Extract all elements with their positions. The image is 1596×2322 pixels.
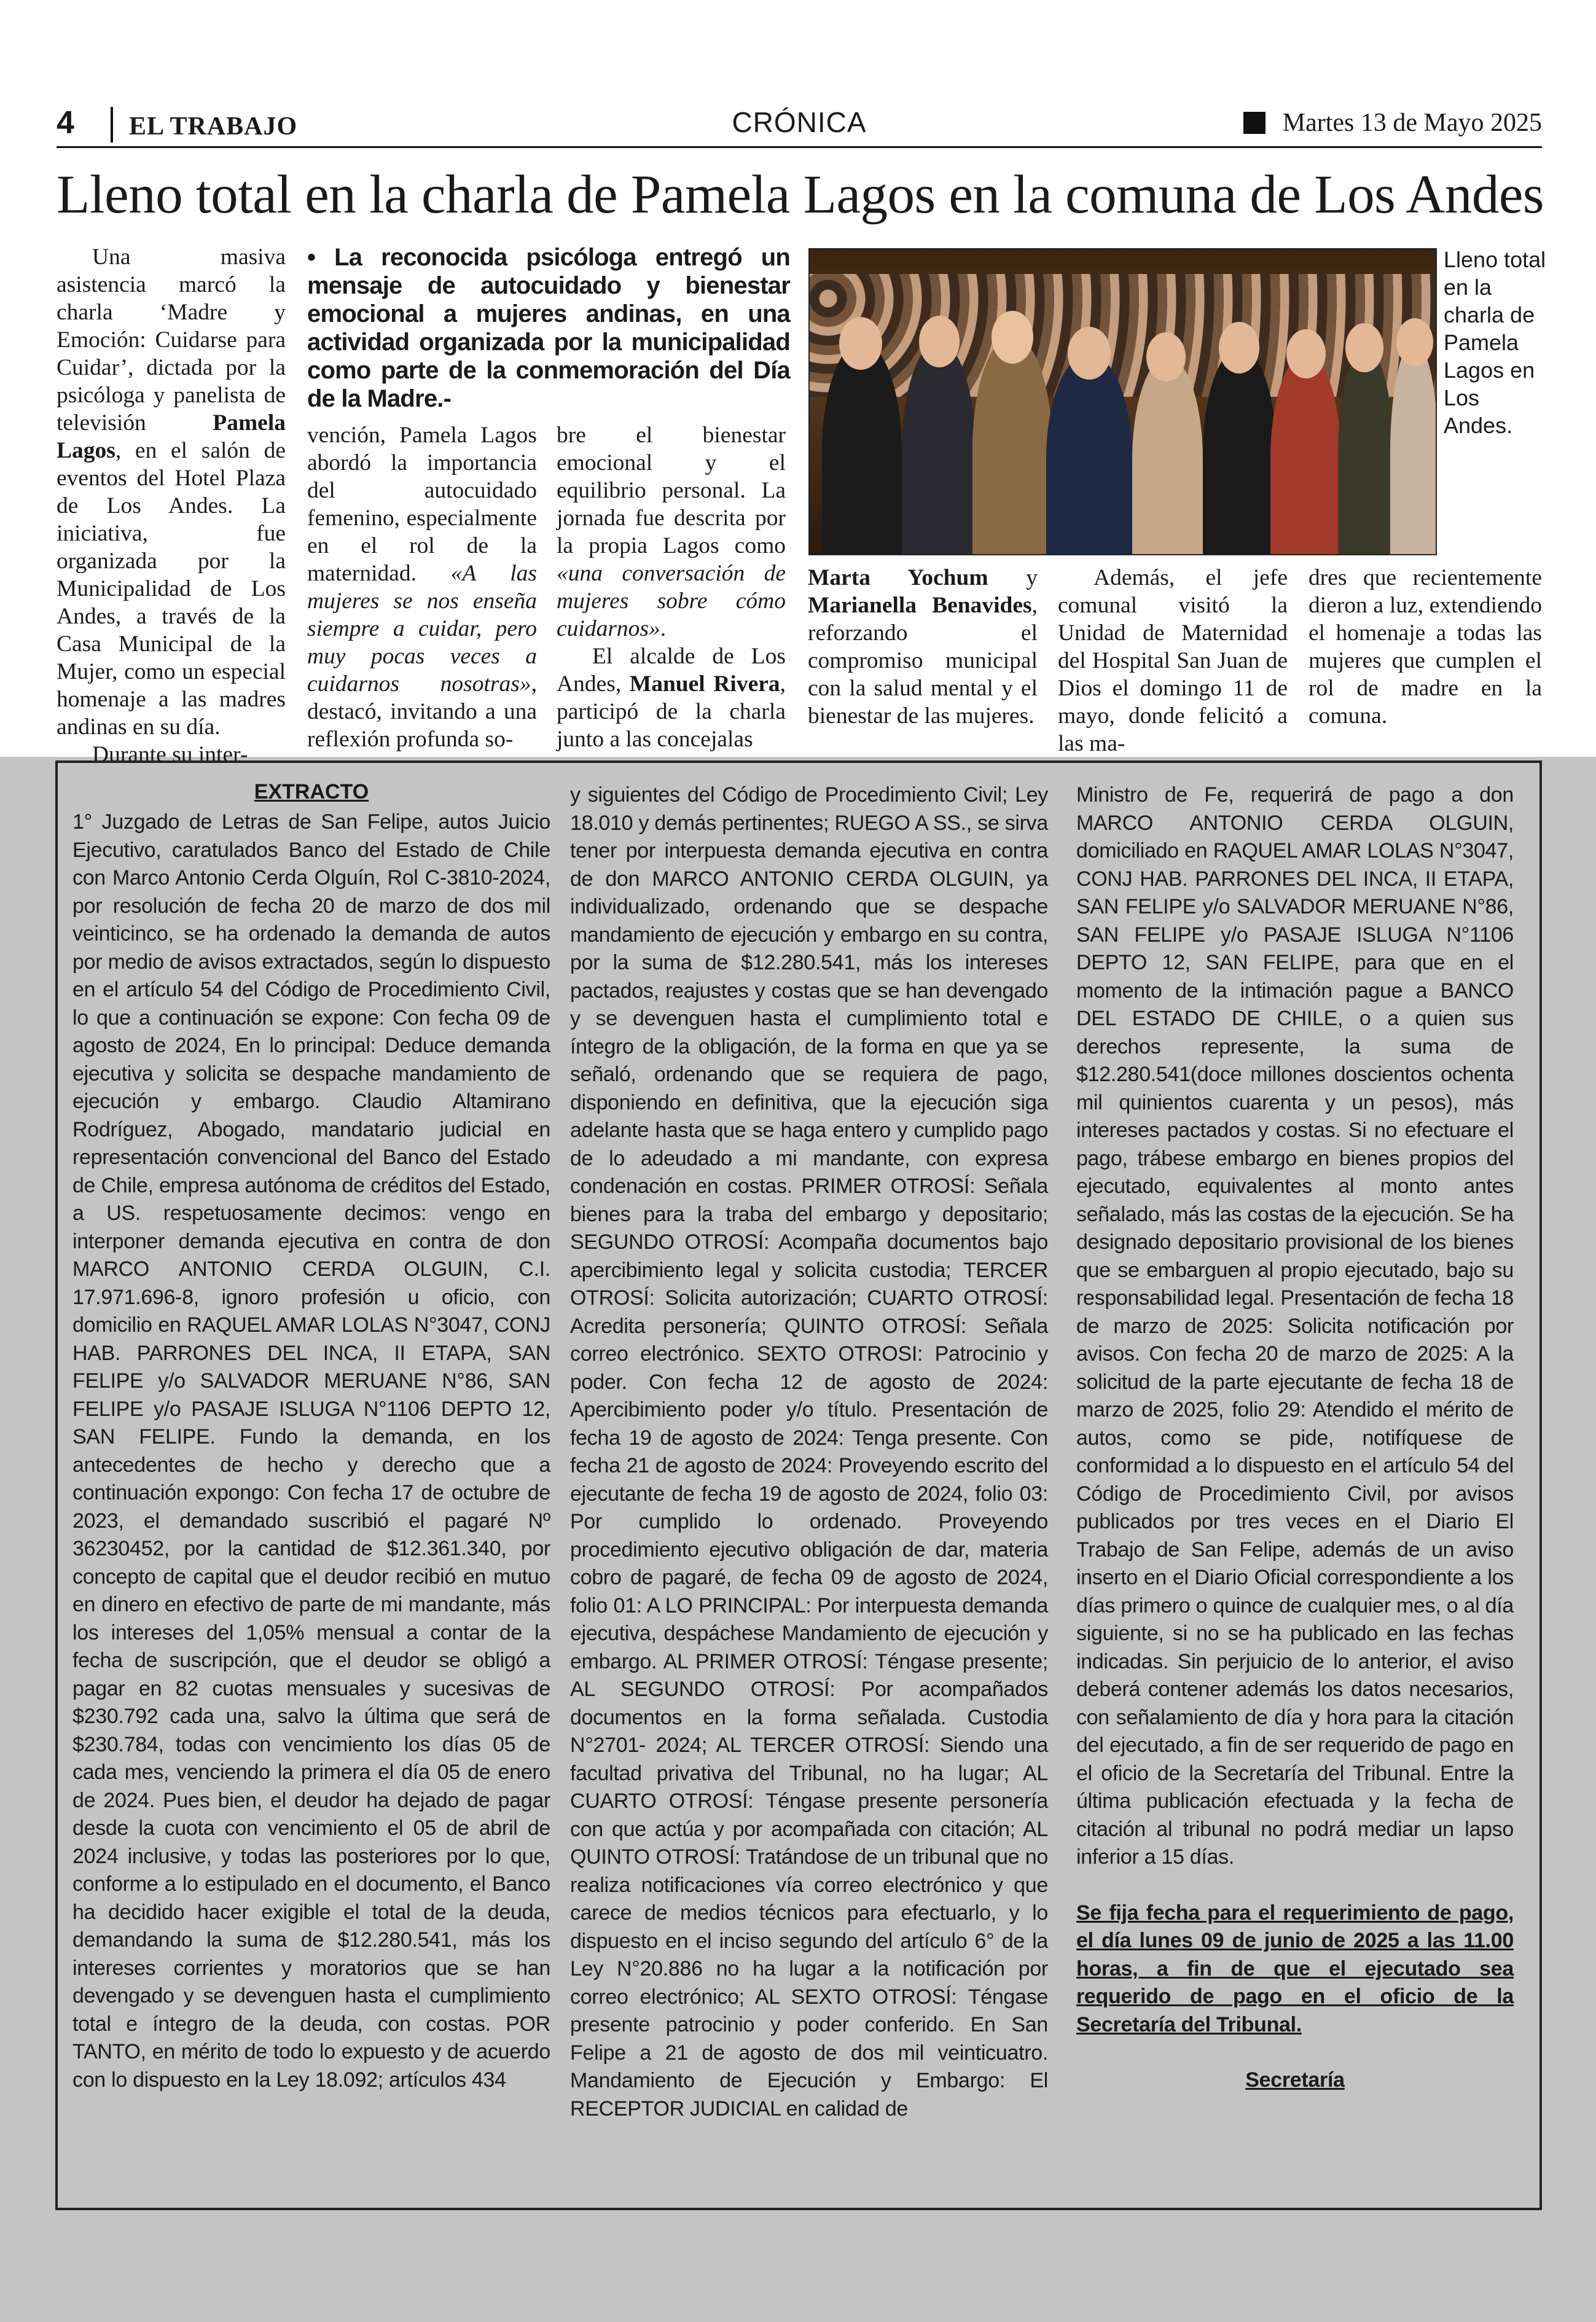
photo-figure — [1338, 348, 1393, 555]
photo-figure — [1203, 348, 1277, 555]
legal-text: Ministro de Fe, requerirá de pago a don MARCO ANTONIO CERDA OLGUIN, domiciliado en RAQUEL AMAR LOLAS N°3047, CONJ HAB. PARRONES DEL INCA, II ETAPA, SAN FELIPE y/o SALVADOR MERUANE N°86, SAN FELIPE y/o PASAJE ISLUGA N°1106 DEPTO 12, SAN FELIPE, para que en el momento de la intimación pague a BANCO DEL ESTADO DE CHILE, o a quien sus derechos represente, la suma de $12.280.541(doce millones doscientos ochenta mil quinientos cuarenta y un pesos), más intereses pactados y costas. Si no efectuare el pago, trábese embargo en bienes propios del ejecutado, equivalentes al monto antes señalado, más las costas de la ejecución. Se ha designado depositario provisional de los bienes que se embarguen al propio ejecutado, bajo su responsabilidad legal. Presentación de fecha 18 de marzo de 2025: Solicita notificación por avisos. Con fecha 20 de marzo de 2025: A la solicitud de la parte ejecutante de fecha 18 de marzo de 2025, folio 29: Atendido el mérito de autos, como se pide, notifíquese de conformidad a lo dispuesto en el artículo 54 del Código de Procedimiento Civil, por avisos publicados por tres veces en el Diario El Trabajo de San Felipe, además de un aviso inserto en el Diario Oficial correspondiente a los días primero o quince de cualquier mes, o al día siguiente, si no se ha publicado en las fechas indicadas. Sin perjuicio de lo anterior, el aviso deberá contener además los datos necesarios, con señalamiento de día y hora para la citación del ejecutado, a fin de ser requerido de pago en el oficio de la Secretaría del Tribunal. Entre la última publicación efectuada y la fecha de citación al tribunal no podrá mediar un lapso inferior a 15 días. — [1076, 783, 1514, 1869]
paragraph: Además, el jefe comunal visitó la Unidad de Maternidad del Hospital San Juan de Dios el domingo 11 de mayo, donde felicitó a las ma- — [1058, 565, 1288, 756]
legal-text: 1° Juzgado de Letras de San Felipe, autos Juicio Ejecutivo, caratulados Banco del Estado de Chile con Marco Antonio Cerda Olguín, Rol C-3810-2024, por resolución de fecha 20 de marzo de dos mil veinticinco, se ha ordenado la demanda de autos por medio de avisos extractados, según lo dispuesto en el artículo 54 del Código de Procedimiento Civil, lo que a continuación se expone: Con fecha 09 de agosto de 2024, En lo principal: Deduce demanda ejecutiva y solicita se despache mandamiento de ejecución y embargo. Claudio Altamirano Rodríguez, Abogado, mandatario judicial en representación convencional del Banco del Estado de Chile, empresa autónoma de créditos del Estado, a US. respetuosamente decimos: vengo en interponer demanda ejecutiva en contra de don MARCO ANTONIO CERDA OLGUIN, C.I. 17.971.696-8, ignoro profesión u oficio, con domicilio en RAQUEL AMAR LOLAS N°3047, CONJ HAB. PARRONES DEL INCA, II ETAPA, SAN FELIPE y/o SALVADOR MERUANE N°86, SAN FELIPE y/o PASAJE ISLUGA N°1106 DEPTO 12, SAN FELIPE. Fundo la demanda, en los antecedentes de hecho y derecho que a continuación expongo: Con fecha 17 de octubre de 2023, el demandado suscribió el pagaré Nº 36230452, por la cantidad de $12.361.340, por concepto de capital que el deudor recibió en mutuo en dinero en efectivo de parte de mi mandante, más los intereses del 1,05% mensual a contar de la fecha de suscripción, que el deudor se obligó a pagar en 82 cuotas mensuales y sucesivas de $230.792 cada una, salvo la última que será de $230.784, todas con vencimiento los días 05 de cada mes, venciendo la primera el día 05 de enero de 2024. Pues bien, el deudor ha dejado de pagar desde la cuota con vencimiento el 05 de abril de 2024 inclusive, y todas las posteriores por lo que, conforme a lo estipulado en el documento, el Banco ha decidido hacer exigible el total de la deuda, demandando la suma de $12.280.541, más los intereses corrientes y moratorios que se han devengado y se devenguen hasta el cumplimiento total e íntegro de la deuda, con costas. POR TANTO, en mérito de todo lo expuesto y de acuerdo con lo dispuesto en la Ley 18.092; artículos 434 — [72, 810, 550, 2092]
paper-name: EL TRABAJO — [129, 112, 298, 141]
person-name: Marianella Benavides — [808, 593, 1032, 618]
photo-face — [992, 311, 1033, 364]
person-name: Manuel Rivera — [629, 671, 780, 697]
photo-caption: Lleno total en la charla de Pamela Lagos en Los Andes. — [1444, 247, 1546, 438]
quote: «una conversación de mujeres sobre cómo cuidarnos» — [557, 561, 786, 641]
text: . — [660, 616, 667, 641]
section-name: CRÓNICA — [732, 106, 867, 138]
photo-figure — [822, 342, 902, 555]
photo-face — [1286, 329, 1326, 378]
photo-figure — [1132, 357, 1203, 555]
photo-face — [1396, 318, 1433, 366]
photo-figure — [902, 342, 976, 555]
hearing-date-note: Se fija fecha para el requerimiento de pago, el día lunes 09 de junio de 2025 a las 11.00 horas, a fin de que el ejecutado sea requerido de pago en el oficio de la Secretaría del Tribunal. — [1076, 1901, 1514, 2036]
article-column-1 — [57, 243, 286, 768]
legal-column-2 — [570, 781, 1048, 2123]
photo-face — [839, 317, 882, 370]
paragraph — [557, 643, 786, 753]
photo-figure — [1046, 354, 1132, 555]
photo-face — [1146, 332, 1186, 381]
photo-face — [1345, 323, 1383, 372]
person-name: Pamela Lagos — [57, 410, 286, 463]
photo-figure — [972, 335, 1052, 555]
paragraph — [557, 421, 786, 643]
issue-date: Martes 13 de Mayo 2025 — [1282, 109, 1542, 137]
photo-crowd — [810, 274, 1436, 397]
text: y — [988, 565, 1038, 590]
page-number: 4 — [57, 105, 74, 141]
paragraph — [57, 243, 286, 741]
article-column-6 — [1308, 564, 1542, 730]
legal-notice-title: EXTRACTO — [254, 780, 369, 803]
legal-column-3 — [1076, 781, 1514, 2095]
text: , en el salón de eventos del Hotel Plaza de Los Andes. La iniciativa, fue organizada por la Municipalidad de Los Andes, a través de la Casa Municipal de la Mujer, como un especial homenaje a las madres andinas en su día. — [57, 438, 286, 740]
event-photo — [808, 248, 1437, 555]
square-bullet-icon — [1243, 112, 1265, 134]
text: Una masiva asistencia marcó la charla ‘Madre y Emoción: Cuidarse para Cuidar’, dictada por la psicóloga y panelista de televisión — [57, 244, 286, 436]
quote: «A las mujeres se nos enseña siempre a cuidar, pero muy pocas veces a cuidarnos nosotras» — [307, 561, 537, 697]
photo-face — [1219, 322, 1259, 373]
text: , reforzando el compromiso municipal con la salud mental y el bienestar de las mujeres. — [808, 593, 1038, 729]
lede: • La reconocida psicóloga entregó un mensaje de autocuidado y bienestar emocional a mujeres andinas, en una actividad organizada por la municipalidad como parte de la conmemoración del Día de la Madre.- — [307, 244, 790, 412]
paragraph — [808, 564, 1038, 730]
article-column-3 — [557, 421, 786, 753]
text: bre el bienestar emocional y el equilibrio personal. La jornada fue descrita por la propia Lagos como — [557, 423, 786, 558]
photo-face — [919, 316, 960, 367]
paragraph — [307, 421, 537, 753]
article-column-2 — [307, 421, 537, 753]
text: vención, Pamela Lagos abordó la importancia del autocuidado femenino, especialmente en el rol de la maternidad. — [307, 423, 537, 586]
photo-figure — [1270, 354, 1341, 555]
headline: Lleno total en la charla de Pamela Lagos en la comuna de Los Andes — [57, 165, 1544, 225]
article-column-5 — [1058, 564, 1288, 757]
legal-text: y siguientes del Código de Procedimiento Civil; Ley 18.010 y demás pertinentes; RUEGO A SS., se sirva tener por interpuesta demanda ejecutiva en contra de don MARCO ANTONIO CERDA OLGUIN, ya individualizado, ordenando que se despache mandamiento de ejecución y embargo en su contra, por la suma de $12.280.541, más los intereses pactados, reajustes y costas que se han devengado y se devenguen hasta el cumplimiento total e íntegro de la obligación, de la forma en que ya se señaló, ordenando que se requiera de pago, disponiendo en definitiva, que la ejecución siga adelante hasta que se haga entero y cumplido pago de lo adeudado a mi mandante, con expresa condenación en costas. PRIMER OTROSÍ: Señala bienes para la traba del embargo y depositario; SEGUNDO OTROSÍ: Acompaña documentos bajo apercibimiento legal y solicita custodia; TERCER OTROSÍ: Solicita autorización; CUARTO OTROSÍ: Acredita personería; QUINTO OTROSÍ: Señala correo electrónico. SEXTO OTROSI: Patrocinio y poder. Con fecha 12 de agosto de 2024: Apercibimiento poder y/o título. Presentación de fecha 19 de agosto de 2024: Tenga presente. Con fecha 21 de agosto de 2024: Proveyendo escrito del ejecutante de fecha 19 de agosto de 2024, folio 03: Por cumplido lo ordenado. Proveyendo procedimiento ejecutivo obligación de dar, materia cobro de pagaré, de fecha 09 de agosto de 2024, folio 01: A LO PRINCIPAL: Por interpuesta demanda ejecutiva, despáchese Mandamiento de ejecución y embargo. AL PRIMER OTROSÍ: Téngase presente; AL SEGUNDO OTROSÍ: Por acompañados documentos en la forma señalada. Custodia N°2701- 2024; AL TERCER OTROSÍ: Siendo una facultad privativa del Tribunal, no ha lugar; AL CUARTO OTROSÍ: Téngase presente personería con que actúa y por acompañada con citación; AL QUINTO OTROSÍ: Tratándose de un tribunal que no realiza notificaciones vía correo electrónico y que carece de medios técnicos para efectuarlo, y lo dispuesto en el inciso segundo del artículo 6° de la Ley N°20.886 no ha lugar a la notificación por correo electrónico; AL SEXTO OTROSÍ: Téngase presente patrocinio y poder conferido. En San Felipe a 21 de agosto de dos mil veinticuatro. Mandamiento de Ejecución y Embargo: El RECEPTOR JUDICIAL en calidad de — [570, 783, 1048, 2121]
photo-figure — [1390, 342, 1437, 555]
legal-column-1 — [72, 808, 550, 2094]
text: , destacó, invitando a una reflexión profunda so- — [307, 671, 537, 752]
text: El alcalde de Los Andes, — [557, 644, 786, 697]
masthead-rule — [57, 146, 1542, 148]
paragraph: Durante su inter- — [92, 742, 248, 767]
photo-face — [1068, 327, 1111, 380]
masthead — [57, 102, 1542, 149]
signature: Secretaría — [1245, 2068, 1345, 2092]
paragraph: dres que recientemente dieron a luz, extendiendo el homenaje a todas las mujeres que cumplen el rol de madre en la comuna. — [1308, 565, 1542, 729]
person-name: Marta Yochum — [808, 565, 988, 590]
article-column-4 — [808, 564, 1038, 730]
text: , participó de la charla junto a las concejalas — [557, 671, 786, 752]
